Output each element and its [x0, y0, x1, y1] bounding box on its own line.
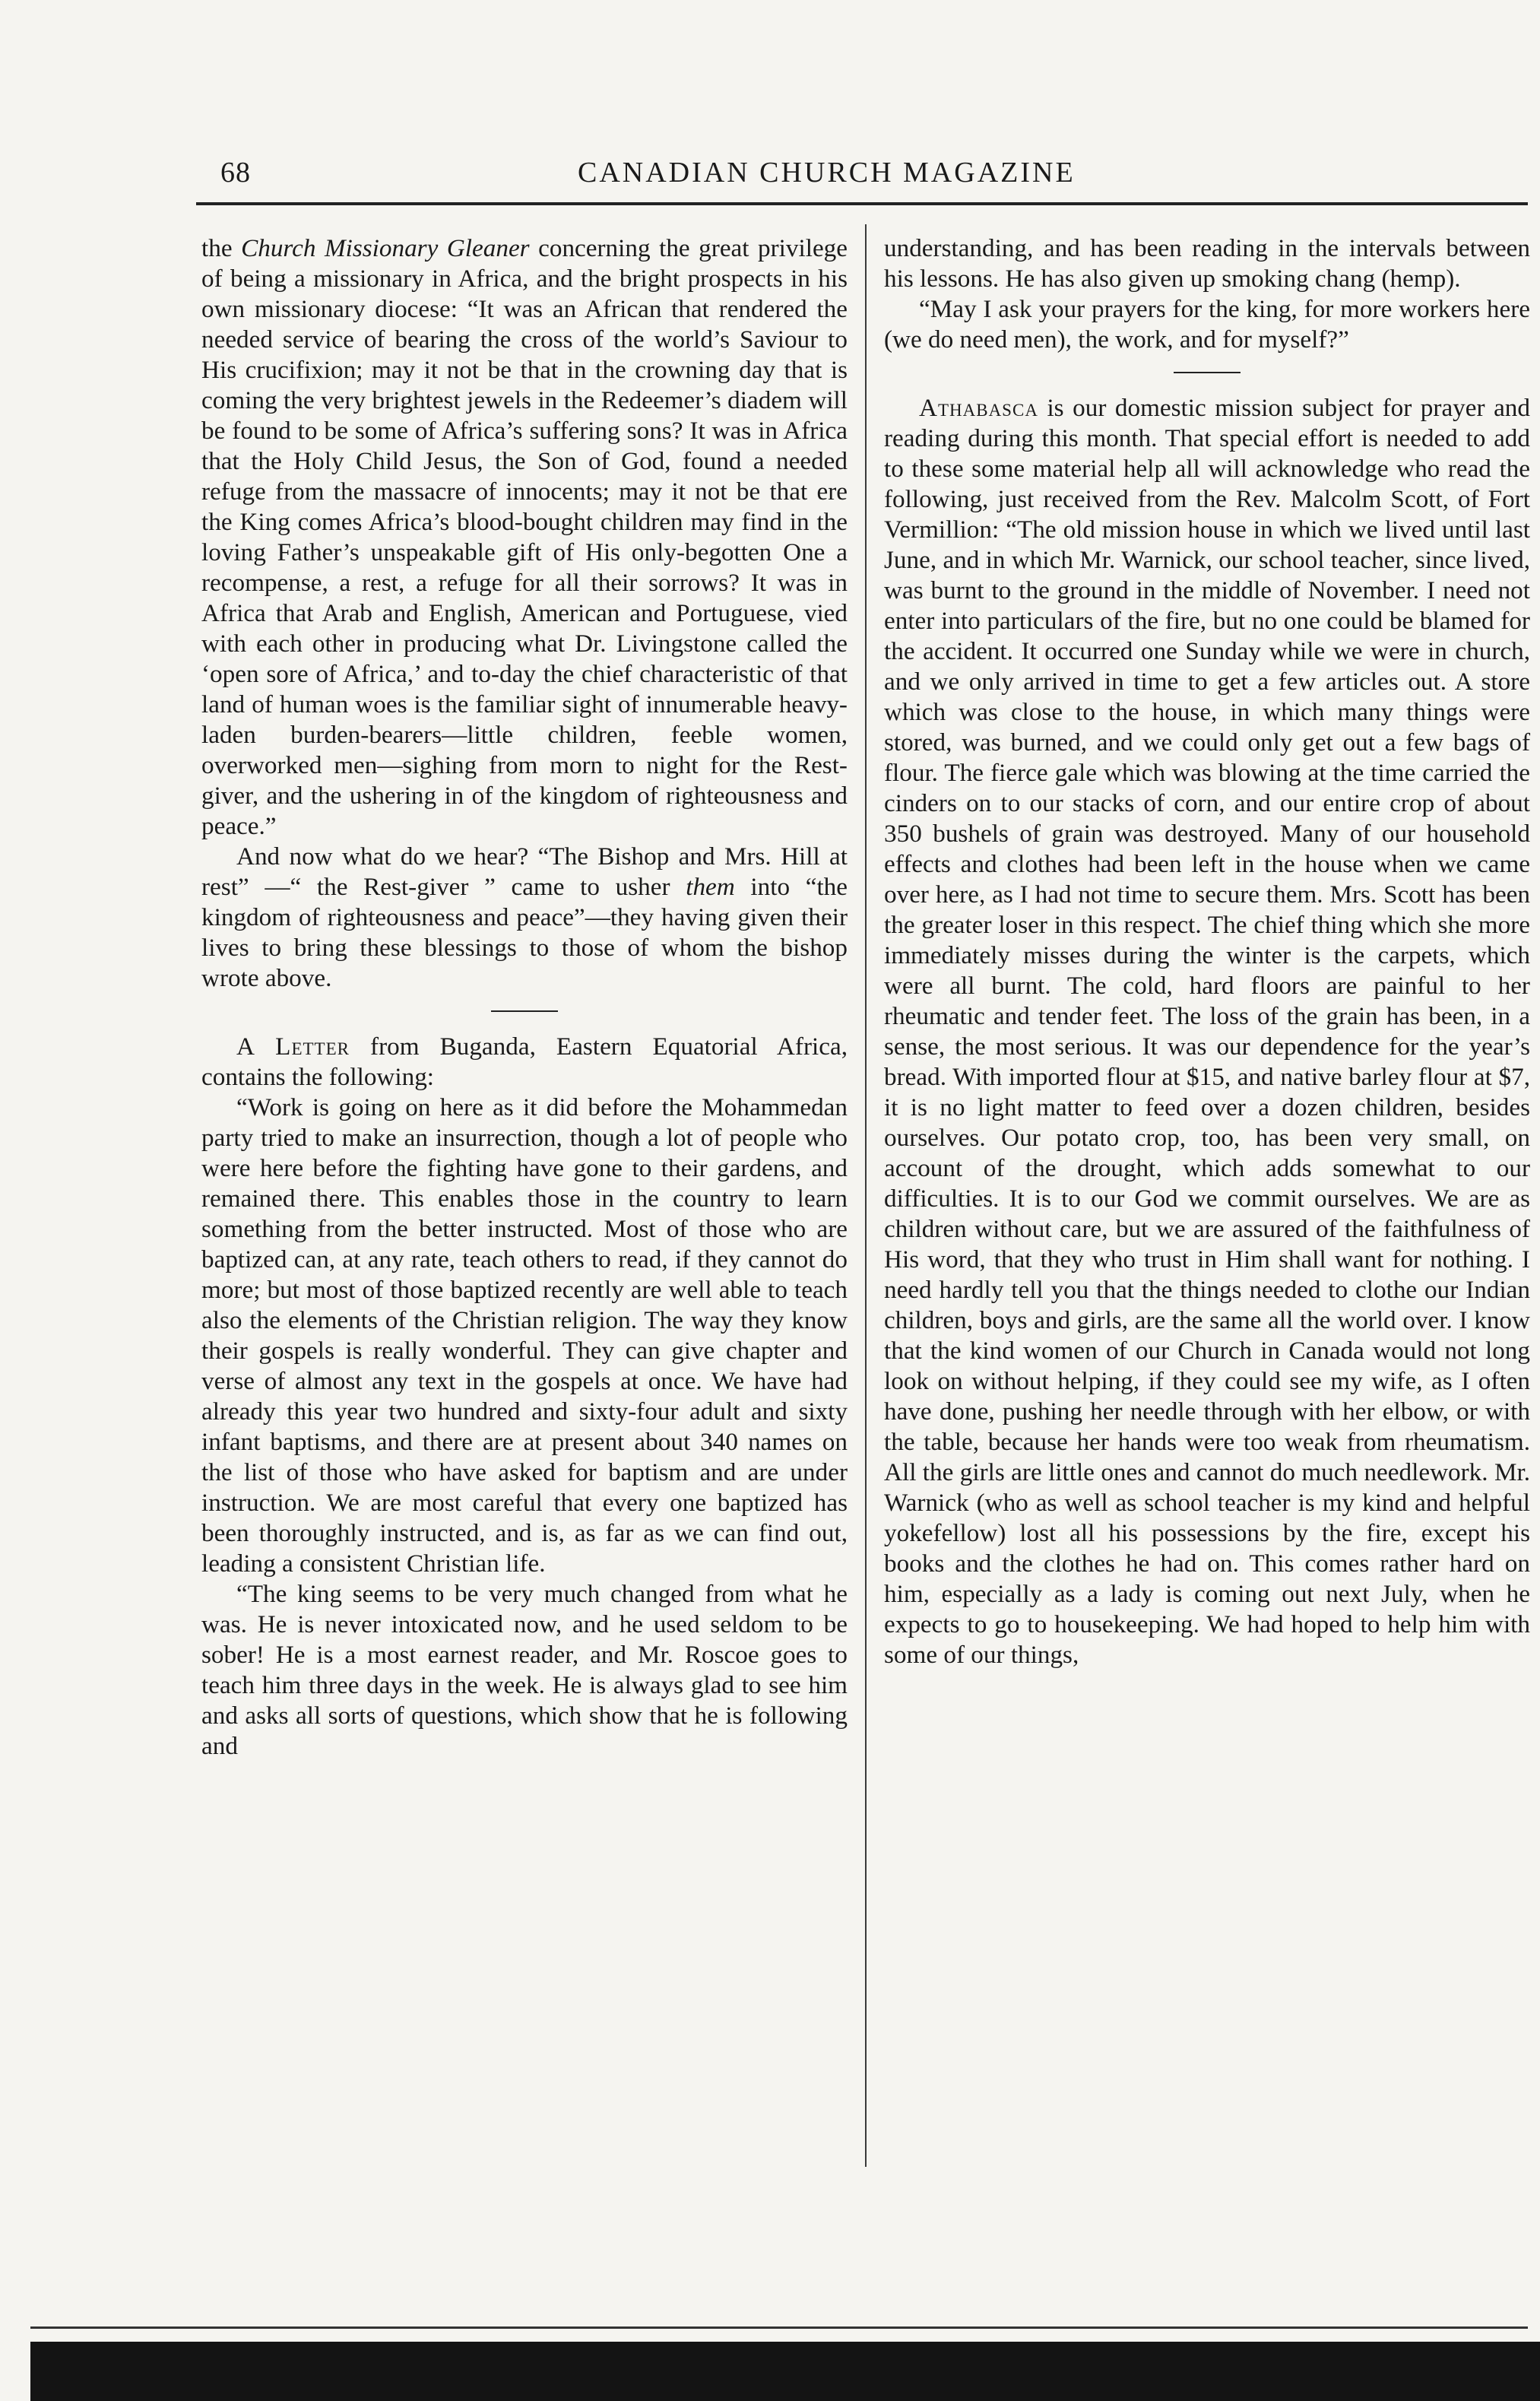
paragraph-buganda-intro — [201, 1032, 848, 1093]
paragraph-prayer-request: “May I ask your prayers for the king, for more workers here (we do need men), the work, and for myself?” — [884, 295, 1530, 354]
text-run: from Buganda, Eastern Equatorial Africa, contains the following: — [201, 1032, 848, 1091]
section-divider — [1174, 372, 1241, 373]
running-title: CANADIAN CHURCH MAGAZINE — [578, 157, 1076, 189]
section-divider — [491, 1010, 558, 1012]
text-run: the — [201, 234, 242, 262]
paragraph-gleaner-quote — [201, 233, 848, 842]
paragraph-buganda-work: “Work is going on here as it did before the Mohammedan party tried to make an insurrection, though a lot of people who were here before the fighting have gone to their gardens, and remained there. This enables those in the country to learn something from the better instructed. Most of those who are baptized can, at any rate, teach others to read, if they cannot do more; but most of those baptized recently are well able to teach also the elements of the Christian religion. The way they know their gospels is really wonderful. They can give chapter and verse of almost any text in the gospels at once. We have had already this year two hundred and sixty-four adult and sixty infant baptisms, and there are at present about 340 names on the list of those who have asked for baptism and are under instruction. We are most careful that every one baptized has been thoroughly instructed, and is, as far as we can find out, leading a consistent Christian life. — [201, 1093, 848, 1578]
emphasis: them — [686, 873, 735, 901]
page-number: 68 — [220, 157, 251, 189]
right-column — [884, 233, 1530, 1670]
text-run: into “the kingdom of righteousness and peace”—they having given their lives to bring these blessings to those of whom the bishop wrote above. — [201, 873, 848, 992]
left-column — [201, 233, 848, 1762]
paragraph-buganda-king: “The king seems to be very much changed from what he was. He is never intoxicated now, and he used seldom to be sober! He is a most earnest reader, and Mr. Roscoe goes to teach him three days in the week. He is always glad to see him and asks all sorts of questions, which show that he is following and — [201, 1580, 848, 1760]
text-run: And now what do we hear? “The Bishop and Mrs. Hill at rest” —“ the Rest-giver ” came to usher — [201, 842, 848, 901]
lead-in: Athabasca — [919, 394, 1038, 422]
publication-title: Church Missionary Gleaner — [241, 234, 530, 262]
paragraph-continuation: understanding, and has been reading in the intervals between his lessons. He has also given up smoking chang (hemp). — [884, 234, 1530, 293]
header-rule — [196, 202, 1528, 205]
paragraph-rest-giver — [201, 842, 848, 994]
lead-in: A Letter — [236, 1032, 350, 1061]
text-run: is our domestic mission subject for prayer and reading during this month. That special effort is needed to add to these some material help all will acknowledge who read the following, just received from the Rev. Malcolm Scott, of Fort Vermillion: “The old mission house in which we lived until last June, and in which Mr. Warnick, our school teacher, since lived, was burnt to the ground in the middle of November. I need not enter into particulars of the fire, but no one could be blamed for the accident. It occurred one Sunday while we were in church, and we only arrived in time to get a few articles out. A store which was close to the house, in which many things were stored, was burned, and we could only get out a few bags of flour. The fierce gale which was blowing at the time carried the cinders on to our stacks of corn, and our entire crop of about 350 bushels of grain was destroyed. Many of our household effects and clothes had been left in the house when we came over here, as I had not time to secure them. Mrs. Scott has been the greater loser in this respect. The chief thing which she more immediately misses during the winter is the carpets, which were all burnt. The cold, hard floors are painful to her rheumatic and tender feet. The loss of the grain has been, in a sense, the most serious. It was our dependence for the year’s bread. With imported flour at $15, and native barley flour at $7, it is no light matter to feed over a dozen children, besides ourselves. Our potato crop, too, has been very small, on account of the drought, which adds somewhat to our difficulties. It is to our God we commit ourselves. We are as children without care, but we are assured of the faithfulness of His word, that they who trust in Him shall want for nothing. I need hardly tell you that the things needed to clothe our Indian children, boys and girls, are the same all the world over. I know that the kind women of our Church in Canada would not long look on without helping, if they could see my wife, as I often have done, pushing her needle through with her elbow, or with the table, because her hands were too weak from rheumatism. All the girls are little ones and cannot do much needlework. Mr. Warnick (who as well as school teacher is my kind and helpful yokefellow) lost all his possessions by the fire, except his books and the clothes he had on. This comes rather hard on him, especially as a lady is coming out next July, when he expects to go to housekeeping. We had hoped to help him with some of our things, — [884, 394, 1530, 1669]
footer-rule — [30, 2326, 1528, 2329]
text-run: concerning the great privilege of being a missionary in Africa, and the bright prospects in his own missionary diocese: “It was an African that rendered the needed service of bearing the cross of the world’s Saviour to His crucifixion; may it not be that in the crowning day that is coming the very brightest jewels in the Redeemer’s diadem will be found to be some of Africa’s suffering sons? It was in Africa that the Holy Child Jesus, the Son of God, found a needed refuge from the massacre of innocents; may it not be that ere the King comes Africa’s blood-bought children may find in the loving Father’s unspeakable gift of His only-begotten One a recompense, a rest, a refuge for all their sorrows? It was in Africa that Arab and English, American and Portuguese, vied with each other in producing what Dr. Livingstone called the ‘open sore of Africa,’ and to-day the chief characteristic of that land of human woes is the familiar sight of innumerable heavy-laden burden-bearers—little children, feeble women, overworked men—sighing from morn to night for the Rest-giver, and the ushering in of the kingdom of righteousness and peace.” — [201, 234, 848, 840]
page-header — [220, 156, 1528, 198]
column-divider — [865, 224, 867, 2167]
scan-edge-band — [30, 2342, 1540, 2401]
paragraph-athabasca — [884, 393, 1530, 1670]
